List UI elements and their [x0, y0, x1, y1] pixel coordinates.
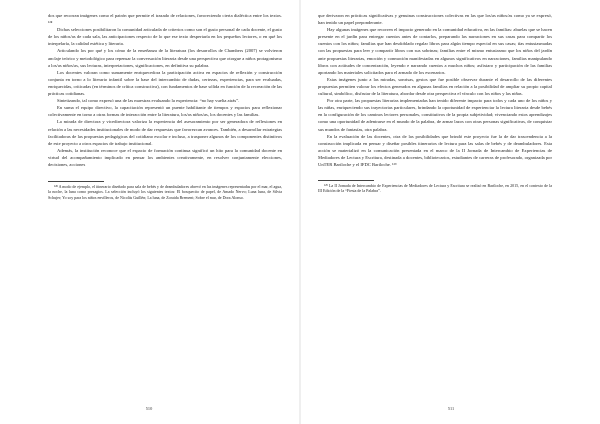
left-footnote-text: ¹²⁸ A modo de ejemplo, el itinerario diseñado para sala de bebés y de deambuladores abrevó en las imágenes representadas por el mar, el agua, la noche, la luna como presagios. La selección incluyó los siguientes textos: El bosquecito de papel, de Amado Nervo; Luna luna, de Silvia Schujer; Yo soy para los niños envilleros, de Nicolás Guillén; La luna, de Zoraida Brement; Sobre el mar, de Dora Alonso.: [48, 184, 282, 200]
right-footnote-rule: [318, 180, 374, 181]
paragraph: que derivaron en prácticas significativas y genuinas construcciones colectivas en las que los/as niños/as como ya se expresó, han tenido un papel preponderante.: [318, 13, 552, 26]
paragraph: Además, la institución reconoce que el espacio de formación continua significó un hito para la comunidad docente en virtud del acompañamiento implicado en pensar los ambientes creativamente, en resolver conjuntamente elecciones, decisiones, acciones: [48, 147, 282, 167]
paragraph: Articulando los por qué y los cómo de la enseñanza de la literatura (los desarrollos de Chambers (2007) se volvieron anclaje teórico y metodológico para repensar la conversación literaria desde una perspectiva que otorgue a niños protagonismo a los/as niños/as, sus lecturas, interpretaciones, significaciones, en definitiva su palabra.: [48, 48, 282, 68]
left-page-number: 510: [145, 406, 153, 411]
left-footnote-rule: [48, 181, 104, 182]
right-body-text: [318, 12, 552, 168]
right-footnote-text: ¹²⁹ La II Jornada de Intercambio de Experiencias de Mediadores de Lectura y Escritura se realizó en Bariloche, en 2015, en el contexto de la III Edición de la “Fiesta de la Palabra”.: [318, 183, 552, 194]
right-page-number: 511: [447, 406, 455, 411]
paragraph: Estas imágenes junto a las miradas, sonrisas, gestos que fue posible observar durante el desarrollo de las diferentes propuestas permiten valorar los efectos generados en algunas familias en relación a la posibilidad de ampliar su propio capital cultural, simbólico, disfrutar de la literatura, abordar desde otra perspectiva el vínculo con los niños y las niñas.: [318, 76, 552, 97]
paragraph: Por otra parte, las propuestas literarias implementadas han tenido diferente impacto para todos y cada uno de los niños y las niñas, enriqueciendo sus trayectorias particulares, brindando la oportunidad de experienciar la lectura literaria desde bebés en la configuración de los caminos lectores personales, constitutivos de la propia subjetividad; vivenciando estos aprendizajes como una oportunidad de adentrarse en el mundo de la palabra, de armar lazos con otras personas significativas, de conquistar sus mundos de fantasías, otra palabra.: [318, 98, 552, 132]
paragraph: La mirada de directora y vicedirectora valoriza la experiencia del asesoramiento por ser generadora de reflexiones en relación a las necesidades institucionales de modo de dar respuestas que favorezcan avances. También, a desarrollar estrategias facilitadoras de las propuestas pedagógicas del cotidiano escolar e incluso, a trasponer algunos de los componentes distintivos de este proyecto a otros espacios de trabajo institucional.: [48, 119, 282, 146]
paragraph: Los docentes valoran como sumamente enriquecedora la participación activa en espacios de reflexión y construcción conjunta en torno a lo literario infantil sobre la base del intercambio de dudas, certezas, experiencias, para ser evaluadas, enriquecidas, criticadas (en términos de crítica constructiva), con fundamentos de base sólida en función de la recreación de las prácticas cotidianas.: [48, 69, 282, 97]
left-body-text: [48, 12, 282, 168]
left-footnote: [48, 184, 282, 200]
paragraph: En la evaluación de las docentes, otra de las posibilidades que brindó este proyecto fue la de dar trascendencia a la construcción implicada en pensar y diseñar posibles itinerarios de lectura para las salas de bebés y de deambuladores. Esta acción se materializó en la comunicación presentada en el marco de la II Jornada de Intercambio de Experiencias de Mediadores de Lectura y Escritura, destinada a docentes, bibliotecarios, estudiantes de carreras de profesorado, organizada por UnTER Bariloche y el IFDC Bariloche. ¹²⁹: [318, 133, 552, 167]
right-footnote: [318, 183, 552, 194]
right-page: [300, 0, 600, 424]
paragraph: Sintetizando, tal como expresó una de las maestras evaluando la experiencia: “no hay vuelta atrás”.: [57, 98, 240, 104]
paragraph: dos que recorran imágenes como el patrón que permite el trazado de relaciones, favoreciendo cierta dialéctica entre los textos. ¹²⁸: [48, 13, 282, 26]
paragraph: Hay algunas imágenes que recorren el impacto generado en la comunidad educativa, en las familias: abuelas que se hacen presente en el jardín para entregar cuentos antes de contarlos, preparando las narraciones en sus casas para compartir los cuentos con los niños; familias que han desdoblado regalar libros para algún tiempo especial en sus casas; tías entusiasmadas con las propuestas para leer y compartir libros con sus sobrinas; familias entre el mismo entusiasmo que los niños del jardín ante propuestas literarias, emoción y conmoción manifestadas en algunos significativos en narraciones, familias manipulando libros con actitudes de concentración, leyendo e narrando cuentos a muchos niños; asfixiaro y participación de las familias aportando los materiales solicitados para el armado de los escenarios.: [318, 27, 552, 75]
paragraph: Dichas selecciones posibilitaron la comunidad articulada de criterios como son el gusto personal de cada docente, el gusto de los niños/as de cada sala, las anticipaciones respecto de lo que ese texto despertaría en los pequeños lectores, o en qué los interpelaría, la calidad estética y literaria.: [48, 27, 282, 47]
paragraph: En suma el equipo directivo, la capacitación representó un puente habilitante de tiempos y espacios para reflexionar colectivamente en torno a otras formas de interacción entre la literatura, los/as niños/as, los docentes y las familias.: [48, 105, 282, 118]
